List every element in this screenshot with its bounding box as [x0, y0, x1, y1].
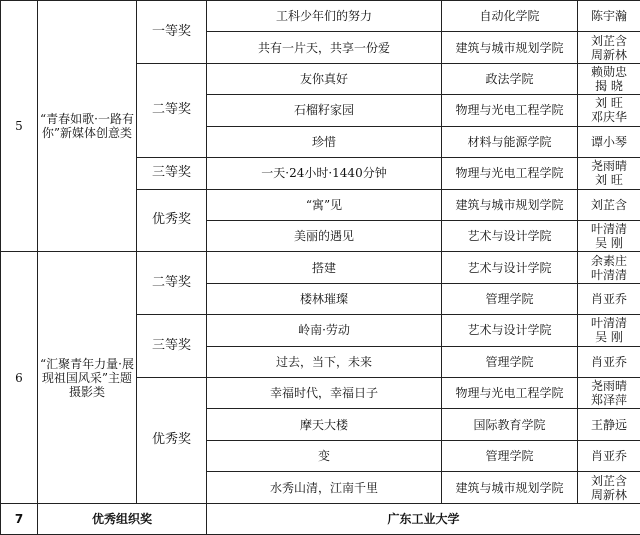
college-name: 国际教育学院	[442, 409, 578, 440]
author-name: 郑泽萍	[590, 393, 627, 408]
final-winner: 广东工业大学	[207, 503, 640, 534]
work-title: 摩天大楼	[207, 409, 442, 440]
author-name: 叶清清	[590, 316, 627, 331]
author-name: 周新林	[590, 487, 627, 502]
award-level: 二等奖	[137, 252, 207, 315]
group-category: “青春如歌·一路有你”新媒体创意类	[38, 1, 137, 252]
author-name: 肖亚乔	[590, 292, 627, 306]
work-title: “寓”见	[207, 189, 442, 220]
author-names	[578, 32, 640, 63]
college-name: 管理学院	[442, 346, 578, 377]
college-name: 物理与光电工程学院	[442, 158, 578, 189]
college-name: 建筑与城市规划学院	[442, 189, 578, 220]
award-level: 一等奖	[137, 1, 207, 64]
author-names	[578, 409, 640, 440]
work-title: 幸福时代，幸福日子	[207, 378, 442, 409]
author-names	[578, 440, 640, 471]
final-award: 优秀组织奖	[38, 503, 207, 534]
author-names	[578, 252, 640, 283]
college-name: 管理学院	[442, 440, 578, 471]
author-name: 尧雨晴	[590, 159, 627, 174]
author-name: 陈宇瀚	[590, 9, 627, 24]
award-level: 三等奖	[137, 315, 207, 378]
college-name: 建筑与城市规划学院	[442, 472, 578, 503]
award-level: 优秀奖	[137, 378, 207, 504]
work-title: 变	[207, 440, 442, 471]
author-names	[578, 346, 640, 377]
author-name: 赖勋忠	[590, 65, 627, 80]
college-name: 管理学院	[442, 283, 578, 314]
author-names	[578, 95, 640, 126]
author-name: 刘芷含	[590, 473, 627, 488]
author-name: 周新林	[590, 47, 627, 62]
awards-table-body	[1, 1, 640, 535]
work-title: 珍惜	[207, 126, 442, 157]
author-name: 揭 晓	[595, 79, 623, 94]
author-name: 刘芷含	[590, 33, 627, 48]
work-title: 美丽的遇见	[207, 220, 442, 251]
author-name: 吴 刚	[595, 236, 623, 251]
work-title: 岭南·劳动	[207, 315, 442, 346]
college-name: 政法学院	[442, 63, 578, 94]
author-name: 刘 旺	[595, 96, 623, 111]
author-names	[578, 126, 640, 157]
award-level: 二等奖	[137, 63, 207, 157]
author-name: 余素庄	[590, 253, 627, 268]
award-level: 三等奖	[137, 158, 207, 189]
work-title: 工科少年们的努力	[207, 1, 442, 32]
author-name: 叶清清	[590, 222, 627, 237]
author-name: 刘 旺	[595, 173, 623, 188]
author-name: 肖亚乔	[590, 449, 627, 464]
college-name: 艺术与设计学院	[442, 315, 578, 346]
work-title: 共有一片天，共享一份爱	[207, 32, 442, 63]
college-name: 物理与光电工程学院	[442, 378, 578, 409]
author-names	[578, 158, 640, 189]
college-name: 材料与能源学院	[442, 126, 578, 157]
author-name: 谭小琴	[590, 134, 627, 149]
college-name: 建筑与城市规划学院	[442, 32, 578, 63]
work-title: 水秀山清，江南千里	[207, 472, 442, 503]
author-names	[578, 378, 640, 409]
author-names	[578, 220, 640, 251]
group-number: 6	[1, 252, 38, 503]
work-title: 一天·24小时·1440分钟	[207, 158, 442, 189]
college-name: 艺术与设计学院	[442, 252, 578, 283]
author-name: 叶清清	[590, 267, 627, 282]
author-names	[578, 283, 640, 314]
college-name: 艺术与设计学院	[442, 220, 578, 251]
author-name: 肖亚乔	[590, 354, 627, 369]
college-name: 自动化学院	[442, 1, 578, 32]
author-name: 邓庆华	[590, 110, 627, 125]
table-row	[1, 252, 640, 283]
work-title: 楼林璀璨	[207, 283, 442, 314]
college-name: 物理与光电工程学院	[442, 95, 578, 126]
author-names	[578, 189, 640, 220]
author-name: 王静远	[590, 417, 627, 432]
author-names	[578, 315, 640, 346]
work-title: 友你真好	[207, 63, 442, 94]
author-name: 刘芷含	[590, 197, 627, 212]
award-level: 优秀奖	[137, 189, 207, 252]
author-names	[578, 472, 640, 503]
table-row-final	[1, 503, 640, 534]
author-name: 尧雨晴	[590, 379, 627, 394]
author-names	[578, 63, 640, 94]
work-title: 过去，当下，未来	[207, 346, 442, 377]
table-row	[1, 1, 640, 32]
final-number: 7	[1, 503, 38, 534]
author-name: 吴 刚	[595, 330, 623, 345]
group-number: 5	[1, 1, 38, 252]
author-names	[578, 1, 640, 32]
work-title: 搭建	[207, 252, 442, 283]
group-category: “汇聚青年力量·展现祖国风采”主题摄影类	[38, 252, 137, 503]
work-title: 石榴籽家园	[207, 95, 442, 126]
